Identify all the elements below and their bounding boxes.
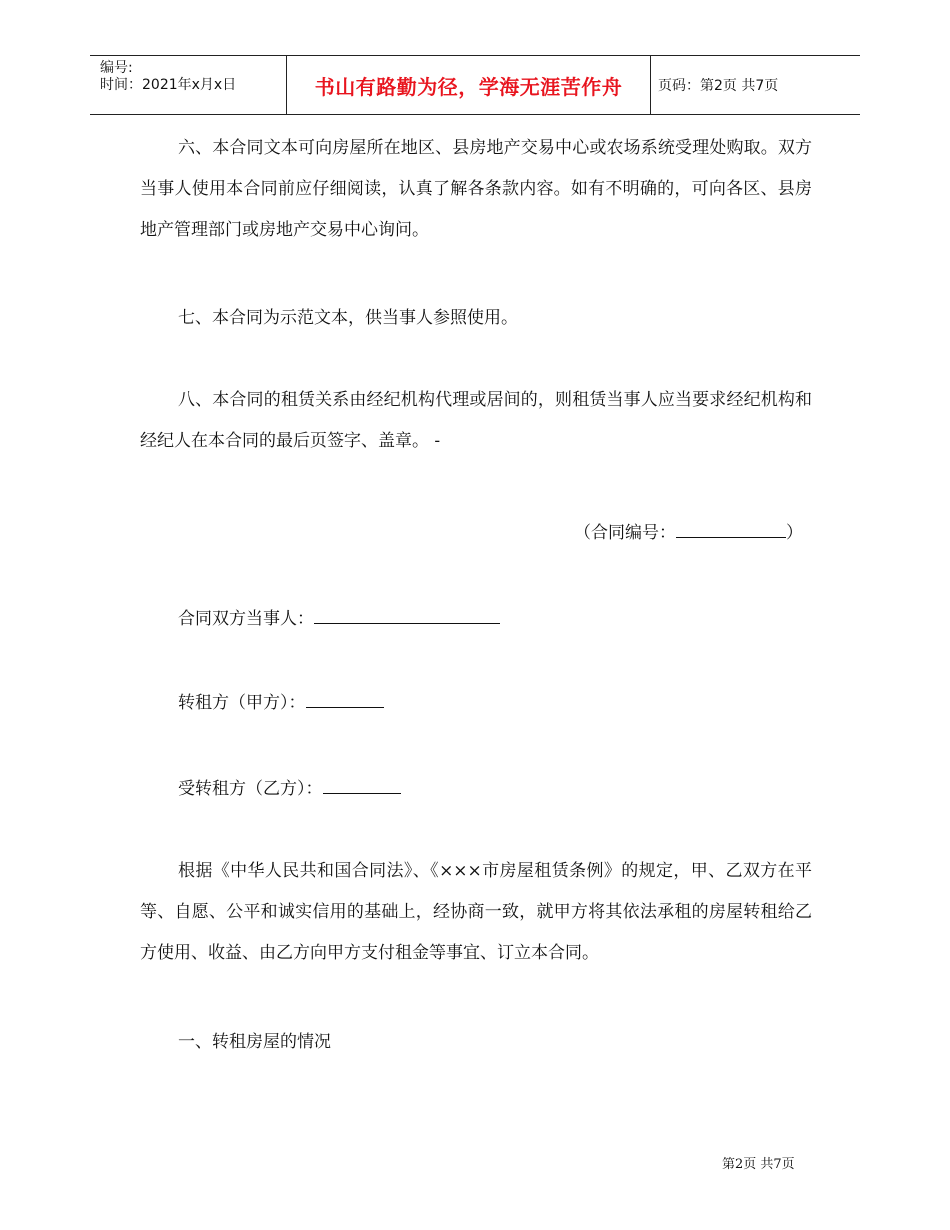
header-page-info: 页码：第2页 共7页: [658, 78, 779, 94]
party-b-blank[interactable]: [323, 776, 401, 794]
parties-blank[interactable]: [314, 606, 500, 624]
contract-number-label: （合同编号：: [574, 523, 676, 543]
parties-label: 合同双方当事人：: [178, 609, 314, 629]
contract-number-line: [574, 520, 803, 545]
contract-number-close: ）: [786, 523, 803, 543]
document-number-label: 编号:: [100, 60, 133, 76]
header-divider-right: [650, 56, 651, 114]
parties-line: [178, 606, 500, 631]
party-a-label: 转租方（甲方）：: [178, 693, 306, 713]
document-time-label: 时间：2021年x月x日: [100, 77, 237, 93]
clause-six: 六、本合同文本可向房屋所在地区、县房地产交易中心或农场系统受理处购取。双方当事人使用本合同前应仔细阅读，认真了解各条款内容。如有不明确的，可向各区、县房地产管理部门或房地产交易中心询问。: [140, 138, 812, 240]
section-one-heading: 一、转租房屋的情况: [178, 1032, 331, 1052]
clause-eight: 八、本合同的租赁关系由经纪机构代理或居间的，则租赁当事人应当要求经纪机构和经纪人在本合同的最后页签字、盖章。 -: [140, 390, 812, 451]
preamble-paragraph: 根据《中华人民共和国合同法》、《×××市房屋租赁条例》的规定，甲、乙双方在平等、自愿、公平和诚实信用的基础上，经协商一致，就甲方将其依法承租的房屋转租给乙方使用、收益、由乙方向甲方支付租金等事宜、订立本合同。: [140, 861, 812, 963]
contract-number-blank[interactable]: [676, 520, 786, 538]
page-header: [90, 55, 860, 115]
page-footer: 第2页 共7页: [722, 1157, 795, 1172]
header-meta: [100, 60, 236, 94]
party-b-line: [178, 776, 401, 801]
party-a-line: [178, 690, 384, 715]
clause-seven: 七、本合同为示范文本，供当事人参照使用。: [178, 308, 518, 328]
party-a-blank[interactable]: [306, 690, 384, 708]
header-motto: 书山有路勤为径，学海无涯苦作舟: [314, 74, 623, 99]
party-b-label: 受转租方（乙方）：: [178, 779, 323, 799]
